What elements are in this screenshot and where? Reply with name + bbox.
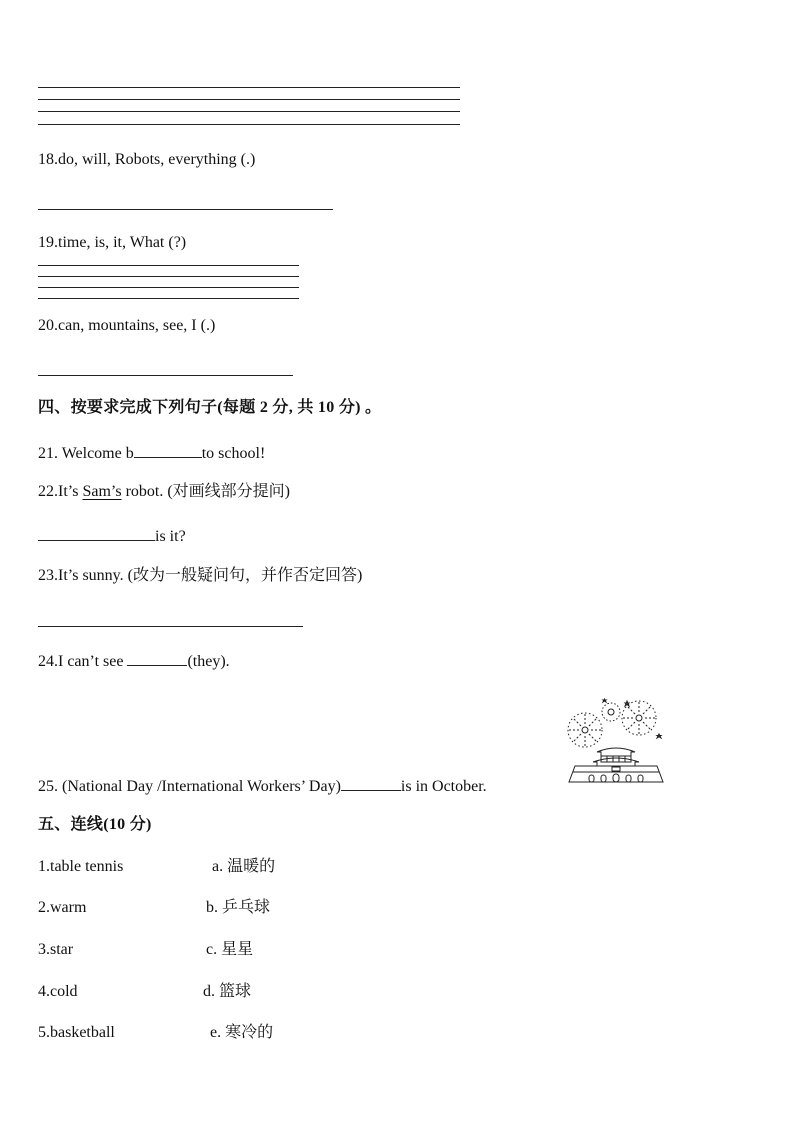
match-right-c[interactable]: c. 星星	[206, 941, 254, 958]
fill-blank[interactable]	[341, 774, 401, 791]
question-21-before: 21. Welcome b	[38, 445, 134, 462]
answer-line[interactable]	[38, 298, 299, 299]
fill-blank[interactable]	[134, 441, 202, 458]
match-left-2[interactable]: 2.warm	[38, 899, 87, 916]
question-22-prefix: 22.It’s	[38, 483, 83, 500]
answer-line	[38, 87, 460, 88]
underlined-word: Sam’s	[82, 483, 122, 500]
question-18: 18.do, will, Robots, everything (.)	[38, 151, 256, 168]
match-left-4[interactable]: 4.cold	[38, 983, 78, 1000]
question-22-answer	[38, 524, 186, 547]
fill-blank[interactable]	[38, 524, 155, 541]
question-22-suffix: robot. (对画线部分提问)	[121, 483, 291, 500]
match-left-1[interactable]: 1.table tennis	[38, 858, 124, 875]
match-right-a[interactable]: a. 温暖的	[212, 858, 276, 875]
answer-line[interactable]	[38, 375, 293, 376]
answer-line[interactable]	[38, 287, 299, 288]
question-20: 20.can, mountains, see, I (.)	[38, 317, 216, 334]
section-5-title: 五、连线(10 分)	[38, 816, 152, 833]
question-24-before: 24.I can’t see	[38, 653, 128, 670]
match-left-5[interactable]: 5.basketball	[38, 1024, 115, 1041]
answer-line	[38, 111, 460, 112]
question-22-answer-suffix: is it?	[155, 528, 186, 545]
match-right-d[interactable]: d. 篮球	[203, 983, 252, 1000]
answer-line[interactable]	[38, 626, 303, 627]
question-21	[38, 441, 265, 464]
fill-blank[interactable]	[127, 649, 187, 666]
question-25-before: 25. (National Day /International Workers’ Day)	[38, 778, 341, 795]
question-24-after: (they).	[187, 653, 230, 670]
match-right-b[interactable]: b. 乒乓球	[206, 899, 271, 916]
question-21-after: to school!	[201, 445, 266, 462]
question-22	[38, 482, 290, 502]
answer-line[interactable]	[38, 209, 333, 210]
question-25	[38, 774, 487, 797]
match-right-e[interactable]: e. 寒冷的	[210, 1024, 274, 1041]
section-4-title: 四、按要求完成下列句子(每题 2 分, 共 10 分) 。	[38, 399, 382, 416]
question-24	[38, 649, 230, 672]
question-25-after: is in October.	[400, 778, 487, 795]
answer-line	[38, 99, 460, 100]
tiananmen-fireworks-icon	[563, 696, 669, 784]
question-23: 23.It’s sunny. (改为一般疑问句，并作否定回答)	[38, 567, 363, 584]
question-19: 19.time, is, it, What (?)	[38, 234, 187, 251]
answer-line	[38, 124, 460, 125]
match-left-3[interactable]: 3.star	[38, 941, 74, 958]
answer-line[interactable]	[38, 276, 299, 277]
answer-line[interactable]	[38, 265, 299, 266]
